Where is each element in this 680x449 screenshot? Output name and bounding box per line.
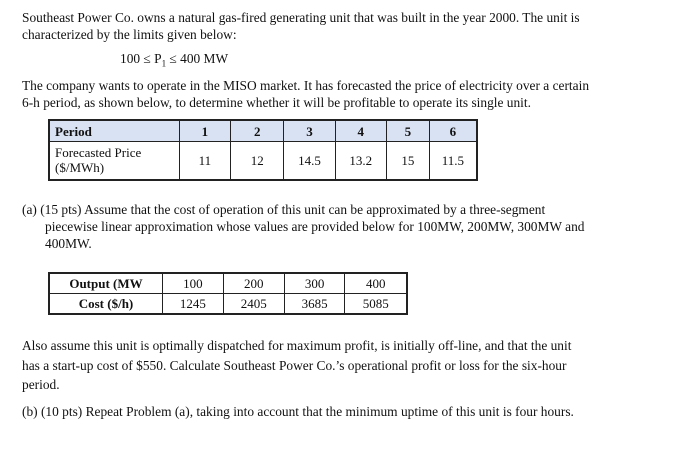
- intro-paragraph: [22, 9, 664, 43]
- cost-cell: 5085: [345, 294, 407, 315]
- cost-cell: 3685: [284, 294, 345, 315]
- price-table: [48, 119, 478, 181]
- forecasted-price-label-line-1: Forecasted Price: [55, 145, 142, 160]
- part-a-line-3: 400MW.: [45, 236, 92, 251]
- limits-equation: [120, 50, 228, 67]
- cost-table-output-row: [49, 273, 407, 294]
- assumption-line-2: has a start-up cost of $550. Calculate Southeast Power Co.’s operational profit or loss for the six-hour: [22, 357, 567, 373]
- part-a-line-1: (a) (15 pts) Assume that the cost of operation of this unit can be approximated by a three-segment: [22, 202, 546, 217]
- forecasted-price-label-line-2: ($/MWh): [55, 160, 105, 175]
- forecasted-price-label: [49, 142, 179, 181]
- period-cell: 5: [386, 120, 429, 142]
- price-cell: 13.2: [335, 142, 386, 181]
- cost-cell: 2405: [223, 294, 284, 315]
- market-line-1: The company wants to operate in the MISO market. It has forecasted the price of electricity over a certain: [22, 78, 590, 93]
- market-paragraph: [22, 77, 664, 111]
- part-a-paragraph: [22, 201, 664, 252]
- part-b-paragraph: [22, 403, 664, 420]
- period-cell: 4: [335, 120, 386, 142]
- price-table-header-row: [49, 120, 477, 142]
- cost-table-cost-row: [49, 294, 407, 315]
- assumption-line-3: period.: [22, 377, 60, 392]
- output-cell: 300: [284, 273, 345, 294]
- output-cell: 400: [345, 273, 407, 294]
- output-cell: 100: [163, 273, 224, 294]
- price-cell: 15: [386, 142, 429, 181]
- period-cell: 3: [284, 120, 335, 142]
- output-cell: 200: [223, 273, 284, 294]
- price-cell: 12: [231, 142, 284, 181]
- assumption-paragraph: [22, 336, 664, 395]
- cost-cell: 1245: [163, 294, 224, 315]
- intro-line-1: Southeast Power Co. owns a natural gas-fired generating unit that was built in the year 2000. The unit is: [22, 10, 580, 25]
- part-b-line-1: (b) (10 pts) Repeat Problem (a), taking into account that the minimum uptime of this unit is four hours.: [22, 404, 574, 419]
- price-cell: 14.5: [284, 142, 335, 181]
- intro-line-2: characterized by the limits given below:: [22, 27, 237, 42]
- market-line-2: 6-h period, as shown below, to determine whether it will be profitable to operate its single unit.: [22, 95, 531, 110]
- limits-lower: 100 ≤ P: [120, 51, 162, 66]
- assumption-line-1: Also assume this unit is optimally dispatched for maximum profit, is initially off-line, and that the unit: [22, 338, 572, 353]
- price-cell: 11: [179, 142, 230, 181]
- cost-table: [48, 272, 408, 315]
- period-cell: 2: [231, 120, 284, 142]
- cost-label: Cost ($/h): [49, 294, 163, 315]
- output-label: Output (MW: [49, 273, 163, 294]
- limits-upper: ≤ 400 MW: [166, 51, 229, 66]
- limits-subscript: 1: [161, 58, 167, 69]
- period-header: Period: [49, 120, 179, 142]
- period-cell: 1: [179, 120, 230, 142]
- part-a-line-2: piecewise linear approximation whose values are provided below for 100MW, 200MW, 300MW and: [45, 219, 585, 234]
- price-table-value-row: [49, 142, 477, 181]
- period-cell: 6: [429, 120, 477, 142]
- price-cell: 11.5: [429, 142, 477, 181]
